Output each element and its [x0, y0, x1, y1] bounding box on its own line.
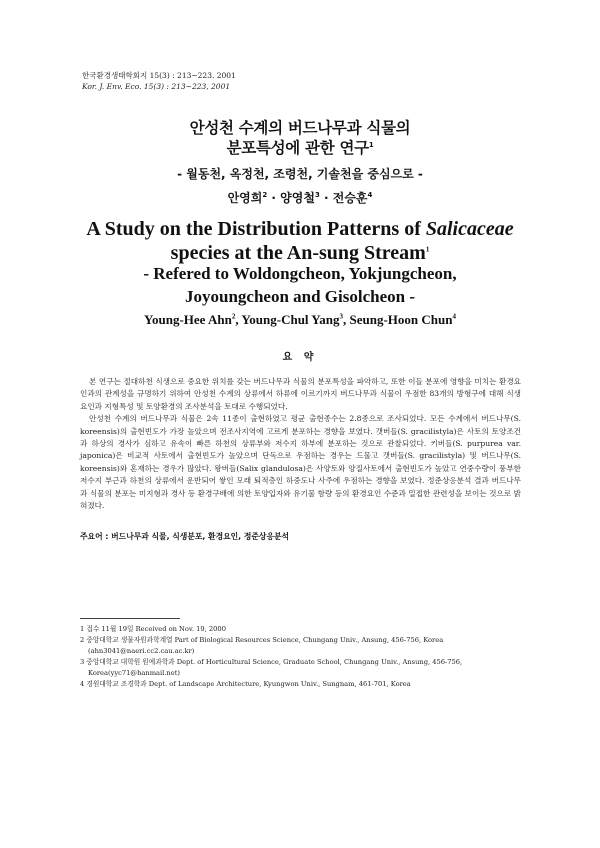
author-en: Young-Chul Yang	[241, 312, 340, 327]
journal-citation-en: Kor. J. Env. Eco. 15(3) : 213~223, 2001	[82, 82, 231, 91]
footnote-continuation: (ahn3041@naeri.cc2.cau.ac.kr)	[88, 647, 195, 655]
title-en-taxon: Salicaceae	[425, 218, 514, 240]
subtitle-en-line2: Joyoungcheon and Gisolcheon -	[184, 287, 415, 306]
authors-en: Young-Hee Ahn$^2$, Young-Chul Yang$^3$, Seung-Hoon Chun$^4$	[144, 312, 456, 327]
subtitle-en	[0, 262, 600, 308]
footnote-continuation: Korea(yyc71@hanmail.net)	[88, 669, 180, 677]
author-en-mark: 4	[452, 312, 456, 321]
subtitle-ko: - 월동천, 옥정천, 조령천, 기솔천을 중심으로 -	[177, 167, 423, 181]
title-ko-footnote-mark: 1	[368, 140, 374, 149]
title-ko-line2-text: 분포특성에 관한 연구	[226, 139, 369, 157]
title-en-line2-text: species at the An-sung Stream	[170, 242, 426, 264]
author-ko: 안영희	[227, 191, 263, 205]
abstract-heading: 요 약	[282, 352, 318, 363]
author-ko-mark: 3	[314, 191, 320, 199]
abstract-paragraph: 안성천 수계의 버드나무과 식물은 2속 11종이 출현하였고 평균 출현종수는 2.8종으로 조사되었다. 모든 수계에서 버드나무(S. koreensis)의 출현빈도가 가장 높았으며 전조사지역에 고르게 분포하는 경향을 보였다. 갯버들(S. gracilistyla)은 사토의 토양조건과 하상의 경사가 심하고 유속이 빠른 하천의 상류부와 저수지 하부에 분포하는 것으로 관찰되었다. 키버들(S. purpurea var. japonica)은 비교적 사토에서 출현빈도가 높았으며 단독으로 우점하는 경우는 드물고 갯버들(S. gracilistyla) 및 버드나무(S. koreensis)와 혼재하는 경우가 많았다. 왕버들(Salix glandulosa)은 사양토와 양질사토에서 출현빈도가 높았고 연중수량이 풍부한 저수지 부근과 하천의 상류에서 운반되어 쌓인 모래 퇴적층인 하중도나 사주에 우점하는 경향을 보였다. 정준상응분석 결과 버드나무과 식물의 분포는 미지형과 경사 등 환경구배에 의한 토양입자와 유기물 함량 등의 환경요인 수준과 밀접한 관련성을 보이는 것으로 밝혀졌다.	[80, 414, 521, 511]
abstract-paragraph: 본 연구는 절대하천 식생으로 중요한 위치를 갖는 버드나무과 식물의 분포특성을 파악하고, 또한 이들 분포에 영향을 미치는 환경요인과의 관계성을 규명하기 위하여 안성천 수계의 상류에서 하류에 이르기까지 버드나무과 식물이 우점한 83개의 방형구에 대해 식생요인과 지형특성 및 토양환경의 조사분석을 토대로 수행되었다.	[80, 377, 521, 411]
author-en: Young-Hee Ahn	[144, 312, 232, 327]
journal-header	[82, 70, 236, 92]
footnote: 3 중앙대학교 대학원 원예과학과 Dept. of Horticultural Science, Graduate School, Chungang Univ., Ansung, 456-756,	[80, 658, 463, 666]
footnotes	[80, 624, 520, 690]
author-en-mark: 2	[231, 312, 236, 321]
author-ko: 전승훈	[332, 191, 368, 205]
subtitle-en-line1: - Refered to Woldongcheon, Yokjungcheon,	[143, 264, 457, 283]
title-ko-line1: 안성천 수계의 버드나무과 식물의	[189, 119, 411, 137]
title-en	[0, 217, 600, 265]
author-ko: 양영철	[280, 191, 315, 205]
title-ko-line2	[0, 138, 600, 158]
footnote: 1 접수 11월 19일 Received on Nov. 19, 2000	[80, 625, 226, 633]
footnote-divider	[80, 618, 180, 619]
authors-ko	[0, 189, 600, 206]
footnote: 2 중앙대학교 생물자원과학계열 Part of Biological Resources Science, Chungang Univ., Ansung, 456-756, Korea	[80, 636, 444, 644]
author-separator: ·	[319, 191, 333, 205]
footnote: 4 경원대학교 조경학과 Dept. of Landscape Architecture, Kyungwon Univ., Sungnam, 461-701, Korea	[80, 680, 411, 688]
author-ko-mark: 2	[262, 191, 268, 199]
title-en-line1	[0, 217, 600, 241]
author-ko-mark: 4	[367, 191, 373, 199]
keywords: 주요어 : 버드나무과 식물, 식생분포, 환경요인, 정준상응분석	[80, 532, 290, 541]
title-en-footnote-mark: 1	[425, 245, 430, 254]
author-separator: ·	[267, 191, 281, 205]
abstract-body	[80, 376, 521, 512]
title-ko	[0, 118, 600, 158]
author-en: Seung-Hoon Chun	[349, 312, 453, 327]
author-en-mark: 3	[339, 312, 343, 321]
title-en-line1-text: A Study on the Distribution Patterns of	[86, 218, 426, 240]
journal-citation-ko: 한국환경생태학회지 15(3) : 213~223. 2001	[82, 71, 236, 80]
